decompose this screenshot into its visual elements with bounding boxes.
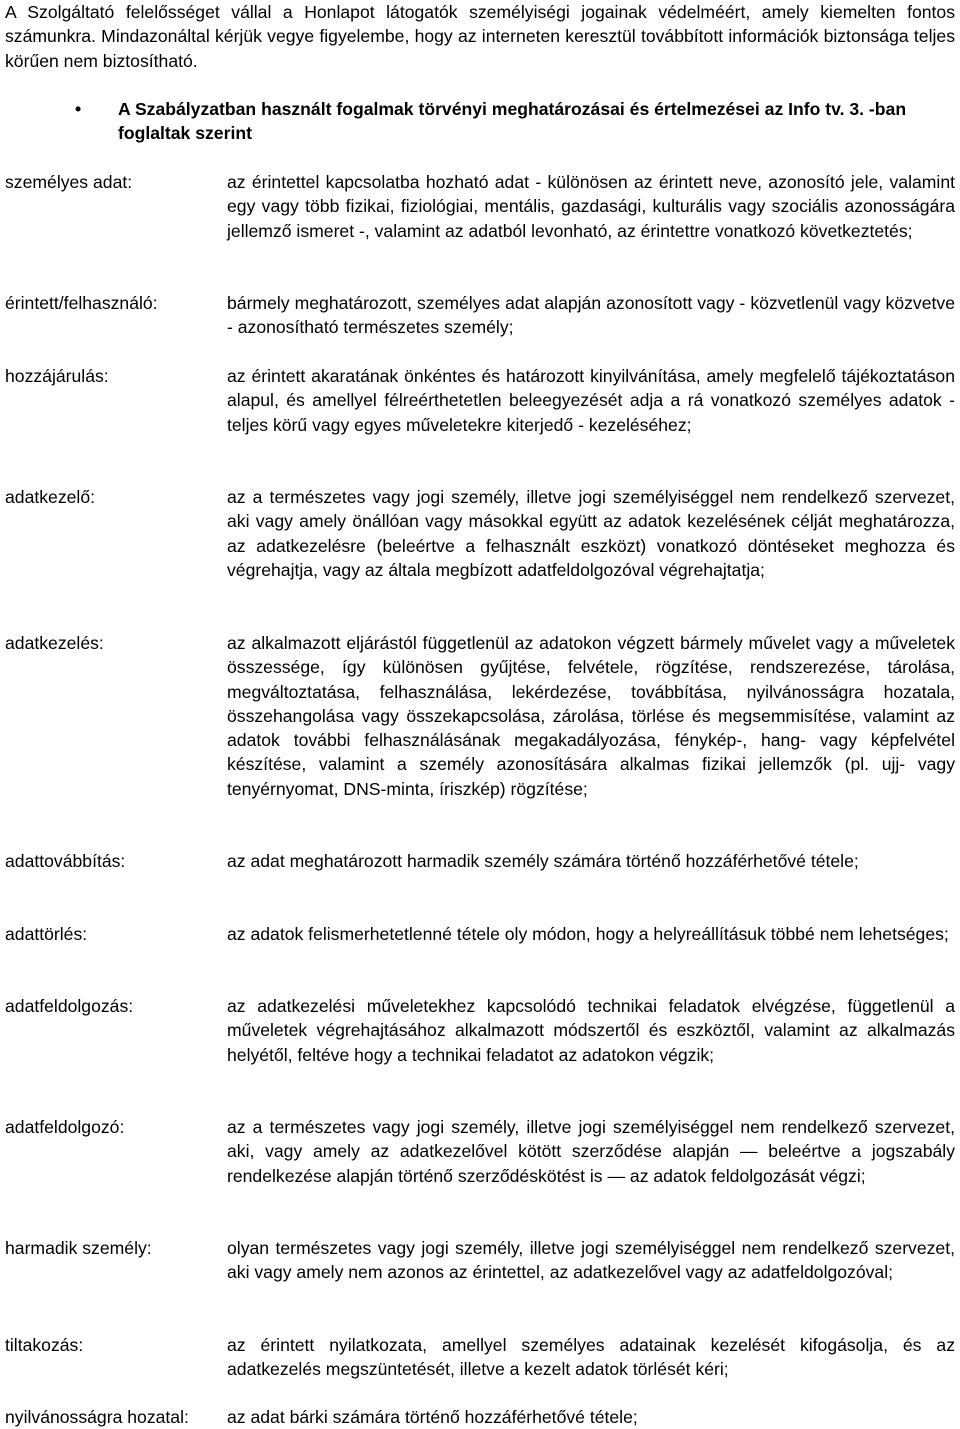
definition-term: hozzájárulás: <box>5 366 109 386</box>
definition-text: bármely meghatározott, személyes adat alapján azonosított vagy - közvetlenül vagy közvetve - azonosítható természetes személy; <box>227 293 955 338</box>
definition-text: az adatkezelési műveletekhez kapcsolódó technikai feladatok elvégzése, függetlenül a műveletek végrehajtásához alkalmazott módszertől és eszköztől, valamint az alkalmazás helyétől, feltéve hogy a technikai feladatot az adatokon végzik; <box>227 996 955 1065</box>
definition-term: tiltakozás: <box>5 1335 84 1355</box>
definition-text: az a természetes vagy jogi személy, illetve jogi személyiséggel nem rendelkező szervezet, aki vagy amely önállóan vagy másokkal együtt az adatok kezelésének célját meghatározza, az adatkezelésre (beleértve a felhasznált eszközt) vonatkozó döntéseket meghozza és végrehajtja, vagy az általa megbízott adatfeldolgozóval végrehajtatja; <box>227 487 955 580</box>
definition-term: adatkezelő: <box>5 487 95 507</box>
definition-text: az adat meghatározott harmadik személy számára történő hozzáférhetővé tétele; <box>227 851 859 871</box>
definition-term: nyilvánosságra hozatal: <box>5 1407 189 1427</box>
definition-term: adattovábbítás: <box>5 851 126 871</box>
definition-term: személyes adat: <box>5 172 133 192</box>
definition-text: az érintett akaratának önkéntes és határozott kinyilvánítása, amely megfelelő tájékoztatáson alapul, és amellyel félreérthetetlen beleegyezését adja a rá vonatkozó személyes adatok - teljes körű vagy egyes műveletekre kiterjedő - kezeléséhez; <box>227 366 955 435</box>
intro-paragraph: A Szolgáltató felelősséget vállal a Honlapot látogatók személyiségi jogainak védelméért, amely kiemelten fontos számunkra. Mindazonáltal kérjük vegye figyelembe, hogy az interneten keresztül továbbított információk biztonsága teljes körűen nem biztosítható. <box>5 2 955 71</box>
definition-term: harmadik személy: <box>5 1238 152 1258</box>
bullet-icon: • <box>75 99 82 119</box>
definition-text: olyan természetes vagy jogi személy, illetve jogi személyiséggel nem rendelkező szervezet, aki vagy amely nem azonos az érintettel, az adatkezelővel vagy az adatfeldolgozóval; <box>227 1238 955 1283</box>
definition-text: az érintettel kapcsolatba hozható adat - különösen az érintett neve, azonosító jele, valamint egy vagy több fizikai, fiziológiai, mentális, gazdasági, kulturális vagy szociális azonosságára jellemző ismeret -, valamint az adatból levonható, az érintettre vonatkozó következtetés; <box>227 172 955 241</box>
definition-text: az alkalmazott eljárástól függetlenül az adatokon végzett bármely művelet vagy a műveletek összessége, így különösen gyűjtése, felvétele, rögzítése, rendszerezése, tárolása, megváltoztatása, felhasználása, lekérdezése, továbbítása, nyilvánosságra hozatala, összehangolása vagy összekapcsolása, zárolása, törlése és megsemmisítése, valamint az adatok további felhasználásának megakadályozása, fénykép-, hang- vagy képfelvétel készítése, valamint a személy azonosítására alkalmas fizikai jellemzők (pl. ujj- vagy tenyérnyomat, DNS-minta, íriszkép) rögzítése; <box>227 633 955 799</box>
definition-term: adatkezelés: <box>5 633 104 653</box>
definition-text: az érintett nyilatkozata, amellyel személyes adatainak kezelését kifogásolja, és az adatkezelés megszüntetését, illetve a kezelt adatok törlését kéri; <box>227 1335 955 1380</box>
definition-term: adattörlés: <box>5 924 88 944</box>
definition-text: az a természetes vagy jogi személy, illetve jogi személyiséggel nem rendelkező szervezet, aki, vagy amely az adatkezelővel kötött szerződése alapján — beleértve a jogszabály rendelkezése alapján történő szerződéskötést is — az adatok feldolgozását végzi; <box>227 1117 955 1186</box>
definition-term: adatfeldolgozás: <box>5 996 134 1016</box>
heading-text: A Szabályzatban használt fogalmak törvényi meghatározásai és értelmezései az Info tv. 3. -ban foglaltak szerint <box>118 99 907 144</box>
definition-text: az adatok felismerhetetlenné tétele oly módon, hogy a helyreállításuk többé nem lehetséges; <box>227 924 949 944</box>
definition-text: az adat bárki számára történő hozzáférhetővé tétele; <box>227 1407 638 1427</box>
definition-term: adatfeldolgozó: <box>5 1117 125 1137</box>
definition-term: érintett/felhasználó: <box>5 293 158 313</box>
